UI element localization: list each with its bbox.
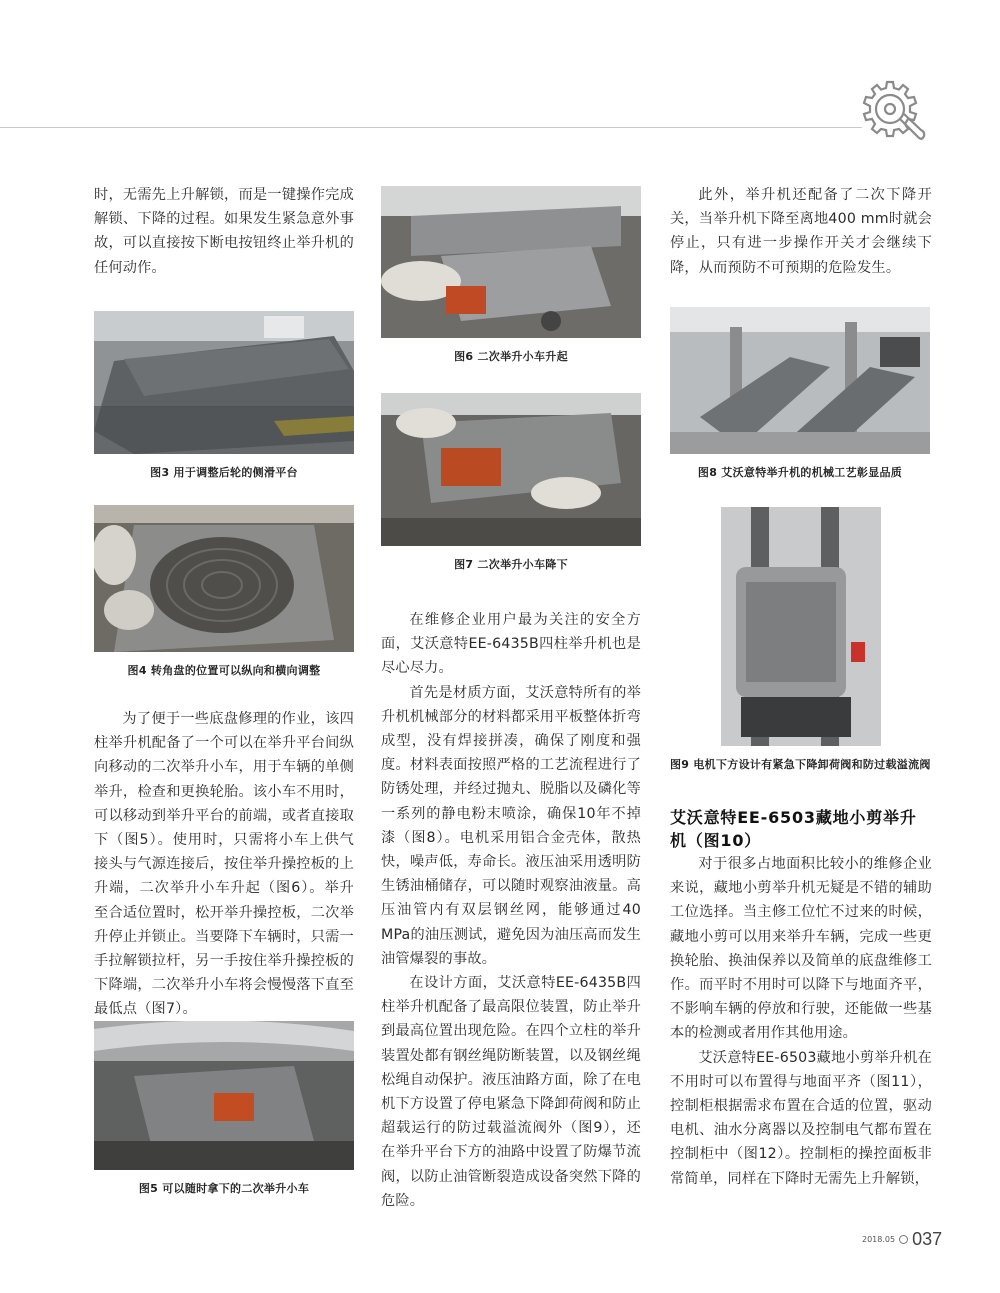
fig6-caption: 图6 二次举升小车升起 [454,350,568,363]
fig5-caption: 图5 可以随时拿下的二次举升小车 [138,1182,310,1195]
fig9-caption: 图9 电机下方设计有紧急下降卸荷阀和防过载溢流阀 [670,758,931,771]
fig7-caption: 图7 二次举升小车降下 [454,558,568,571]
col2-paragraph-2: 首先是材质方面，艾沃意特所有的举升机机械部分的材料都采用平板整体折弯成型，没有焊接拼凑，确保了刚度和强度。材料表面按照严格的工艺流程进行了防锈处理，并经过抛丸、脱脂以及磷化等一系列的静电粉末喷涂，确保10年不掉漆（图8）。电机采用铝合金壳体，散热快，噪声低，寿命长。液压油采用透明防生锈油桶储存，可以随时观察油液量。高压油管内有双层钢丝网，能够通过40 MPa的油压测试，避免因为油压高而发生油管爆裂的事故。 [381,684,641,967]
fig6-photo [381,186,641,338]
col2-body-block [381,608,641,1213]
col1-intro-paragraph: 时，无需先上升解锁，而是一键操作完成解锁、下降的过程。如果发生紧急意外事故，可以直接按下断电按钮终止举升机的任何动作。 [94,187,354,276]
col2-paragraph-3: 在设计方面，艾沃意特EE-6435B四柱举升机配备了最高限位装置，防止举升到最高位置出现危险。在四个立柱的举升装置处都有钢丝绳防断装置，以及钢丝绳松绳自动保护。液压油路方面，除了在电机下方设置了停电紧急下降卸荷阀和防止超载运行的防过载溢流阀外（图9），还在举升平台下方的油路中设置了防爆节流阀，以防止油管断裂造成设备突然下降的危险。 [381,975,641,1209]
col1-body-paragraph: 为了便于一些底盘修理的作业，该四柱举升机配备了一个可以在举升平台间纵向移动的二次举升小车，用于车辆的单侧举升，检查和更换轮胎。该小车不用时，可以移动到举升平台的前端，或者直接取下（图5）。使用时，只需将小车上供气接头与气源连接后，按住举升操控板的上升端，二次举升小车升起（图6）。举升至合适位置时，松开举升操控板，二次举升停止并锁止。当要降下车辆时，只需一手拉解锁拉杆，另一手按住举升操控板的下降端，二次举升小车将会慢慢落下直至最低点（图7）。 [94,711,354,1018]
fig8-caption: 图8 艾沃意特举升机的机械工艺彰显品质 [697,466,903,479]
fig7-photo [381,393,641,546]
fig9-photo [721,507,881,746]
page-number: 037 [912,1229,943,1249]
issue-date: 2018.05 [862,1235,896,1244]
col3-paragraph-1: 此外，举升机还配备了二次下降开关，当举升机下降至离地400 mm时就会停止，只有进一步操作开关才会继续下降，从而预防不可预期的危险发生。 [670,187,932,276]
col3-intro-block [670,183,932,280]
col3-body-block [670,852,932,1191]
header-rule [0,127,862,128]
page-footer [862,1229,942,1250]
fig4-caption: 图4 转角盘的位置可以纵向和横向调整 [127,664,321,677]
fig8-photo [670,307,930,454]
gear-wrench-icon [858,74,928,144]
col3-paragraph-2: 对于很多占地面积比较小的维修企业来说，藏地小剪举升机无疑是不错的辅助工位选择。当主修工位忙不过来的时候，藏地小剪可以用来举升车辆，完成一些更换轮胎、换油保养以及简单的底盘维修工作。而平时不用时可以降下与地面齐平，不影响车辆的停放和行驶，还能做一些基本的检测或者用作其他用途。 [670,856,932,1042]
fig5-photo [94,1021,354,1170]
col3-paragraph-3: 艾沃意特EE-6503藏地小剪举升机在不用时可以布置得与地面平齐（图11），控制柜根据需求布置在合适的位置，驱动电机、油水分离器以及控制电气都布置在控制柜中（图12）。控制柜的操控面板非常简单，同样在下降时无需先上升解锁， [670,1049,932,1187]
fig3-photo [94,311,354,454]
circle-icon [899,1235,908,1244]
section-title: 艾沃意特EE-6503藏地小剪举升机（图10） [670,808,917,850]
fig4-photo [94,505,354,652]
fig3-caption: 图3 用于调整后轮的侧滑平台 [150,466,298,479]
col1-intro-block [94,183,354,280]
col1-body-block [94,707,354,1022]
col2-paragraph-1: 在维修企业用户最为关注的安全方面，艾沃意特EE-6435B四柱举升机也是尽心尽力。 [381,612,641,677]
